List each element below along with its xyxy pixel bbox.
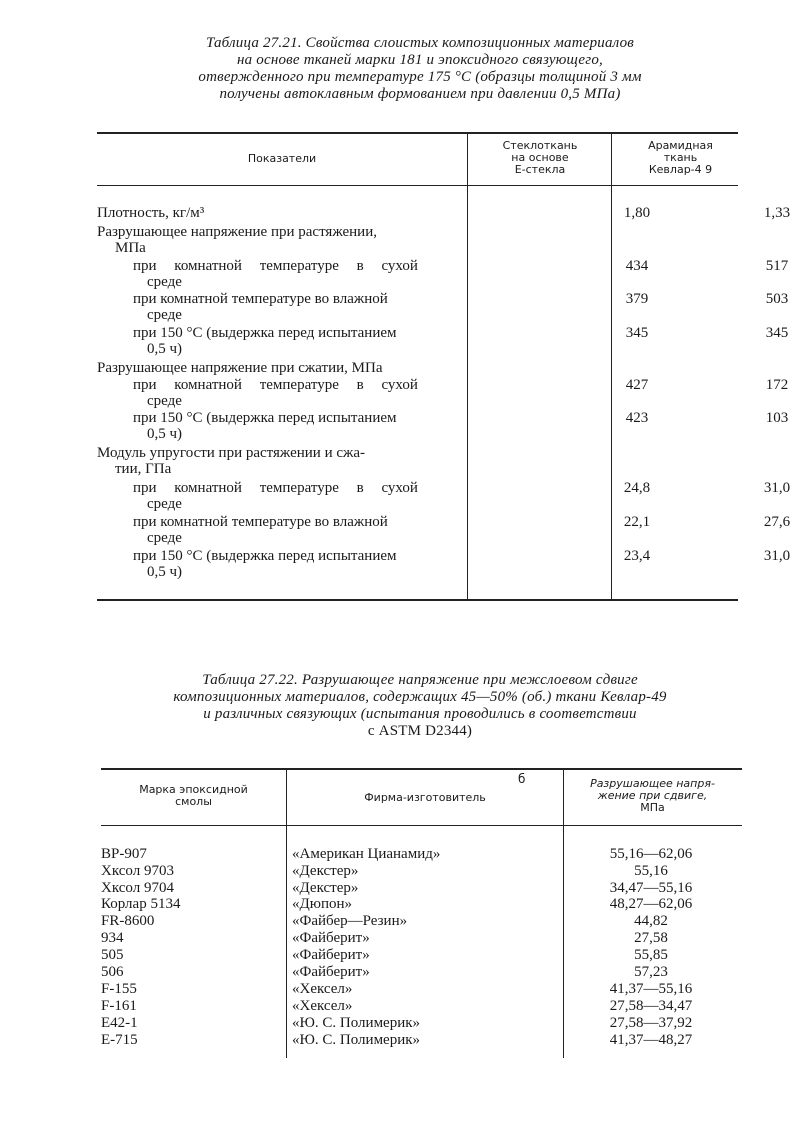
manufacturer: «Файберит» <box>292 930 370 946</box>
label-line: при комнатной температуре в сухой <box>133 258 418 274</box>
row-label <box>133 548 463 580</box>
row-label <box>97 360 463 376</box>
shear-strength: 48,27—62,06 <box>609 896 693 912</box>
shear-strength: 57,23 <box>634 964 668 980</box>
header-line: жение при сдвиге, <box>597 789 708 802</box>
value-glass: 345 <box>625 325 649 341</box>
table1-caption-line: получены автоклавным формованием при давлении 0,5 МПа) <box>219 86 621 102</box>
value-kevlar: 103 <box>765 410 789 426</box>
value-kevlar: 31,0 <box>763 548 791 564</box>
label-line: при 150 °С (выдержка перед испытанием <box>133 325 397 341</box>
table1-bottom-rule <box>97 599 738 601</box>
shear-strength: 27,58 <box>634 930 668 946</box>
table2-caption <box>100 672 740 740</box>
table2-header-col2 <box>288 792 562 804</box>
label-line: 0,5 ч) <box>147 564 183 580</box>
value-glass: 23,4 <box>623 548 651 564</box>
table2-row <box>101 981 741 997</box>
header-line: Фирма-изготовитель <box>364 791 486 804</box>
resin-name: 505 <box>101 947 124 963</box>
table2-row <box>101 998 741 1014</box>
value-glass: 24,8 <box>623 480 651 496</box>
manufacturer: «Декстер» <box>292 863 359 879</box>
manufacturer: «Хексел» <box>292 998 353 1014</box>
table1-header-col2 <box>613 140 748 176</box>
resin-name: E42-1 <box>101 1015 138 1031</box>
manufacturer: «Ю. С. Полимерик» <box>292 1032 421 1048</box>
shear-strength: 27,58—37,92 <box>609 1015 693 1031</box>
table2-row <box>101 964 741 980</box>
manufacturer: «Файберит» <box>292 947 370 963</box>
header-line: ткань <box>663 151 698 164</box>
table1-header-param: Показатели <box>247 152 317 165</box>
shear-strength: 34,47—55,16 <box>609 880 693 896</box>
row-label <box>133 377 463 409</box>
label-line: Плотность, кг/м³ <box>97 205 205 221</box>
manufacturer: «Американ Цианамид» <box>292 846 441 862</box>
header-line: Арамидная <box>648 139 713 152</box>
label-line: тии, ГПа <box>115 461 172 477</box>
table2-row <box>101 913 741 929</box>
table1-top-rule <box>97 132 738 134</box>
label-line: при комнатной температуре во влажной <box>133 291 388 307</box>
header-line: Стеклоткань <box>502 139 578 152</box>
value-glass: 423 <box>625 410 649 426</box>
label-line: при 150 °С (выдержка перед испытанием <box>133 410 397 426</box>
table2-row <box>101 1015 741 1031</box>
table2-caption-line: с ASTM D2344) <box>367 723 473 739</box>
label-line: среде <box>147 393 182 409</box>
table2-row <box>101 947 741 963</box>
label-line: 0,5 ч) <box>147 341 183 357</box>
table2-row <box>101 846 741 862</box>
table2-row <box>101 880 741 896</box>
value-kevlar: 31,0 <box>763 480 791 496</box>
value-glass: 427 <box>625 377 649 393</box>
header-line: Марка эпоксидной <box>139 783 248 796</box>
header-line: МПа <box>640 801 665 814</box>
table1-header-col1 <box>470 140 610 176</box>
table2-row <box>101 896 741 912</box>
header-line: смолы <box>175 795 212 808</box>
label-line: при 150 °С (выдержка перед испытанием <box>133 548 397 564</box>
label-line: среде <box>147 496 182 512</box>
table2-caption-line: и различных связующих (испытания проводились в соответствии <box>203 706 637 722</box>
manufacturer: «Дюпон» <box>292 896 352 912</box>
resin-name: FR-8600 <box>101 913 155 929</box>
resin-name: F-161 <box>101 998 137 1014</box>
table2-row <box>101 1032 741 1048</box>
table2-caption-line: композиционных материалов, содержащих 45—50% (об.) ткани Кевлар-49 <box>173 689 667 705</box>
resin-name: Корлар 5134 <box>101 896 181 912</box>
table1-header-rule <box>97 185 738 186</box>
label-line: Модуль упругости при растяжении и сжа- <box>97 445 366 461</box>
header-line: Разрушающее напря- <box>590 777 715 790</box>
row-label <box>133 480 463 512</box>
shear-strength: 41,37—48,27 <box>609 1032 693 1048</box>
value-kevlar: 503 <box>765 291 789 307</box>
row-label <box>133 291 463 323</box>
label-line: при комнатной температуре во влажной <box>133 514 388 530</box>
value-glass: 379 <box>625 291 649 307</box>
table1-caption-line: Таблица 27.21. Свойства слоистых композиционных материалов <box>205 35 635 51</box>
table1-caption-line: отвержденного при температуре 175 °С (образцы толщиной 3 мм <box>198 69 642 85</box>
label-line: среде <box>147 274 182 290</box>
manufacturer: «Файберит» <box>292 964 370 980</box>
manufacturer: «Декстер» <box>292 880 359 896</box>
resin-name: F-155 <box>101 981 137 997</box>
row-label <box>133 258 463 290</box>
label-line: МПа <box>115 240 146 256</box>
value-glass: 1,80 <box>623 205 651 221</box>
value-kevlar: 345 <box>765 325 789 341</box>
label-line: Разрушающее напряжение при растяжении, <box>97 224 377 240</box>
table2-caption-line: Таблица 27.22. Разрушающее напряжение при межслоевом сдвиге <box>202 672 638 688</box>
resin-name: ВР-907 <box>101 846 147 862</box>
resin-name: E-715 <box>101 1032 138 1048</box>
value-kevlar: 1,33 <box>763 205 791 221</box>
table1-caption-line: на основе тканей марки 181 и эпоксидного связующего, <box>236 52 603 68</box>
table2-header-col3 <box>565 778 740 814</box>
header-line: Е-стекла <box>514 163 566 176</box>
manufacturer: «Ю. С. Полимерик» <box>292 1015 421 1031</box>
value-kevlar: 172 <box>765 377 789 393</box>
table2-row <box>101 930 741 946</box>
header-line: Кевлар-4 9 <box>648 163 713 176</box>
row-label <box>97 445 463 477</box>
shear-strength: 55,16—62,06 <box>609 846 693 862</box>
stray-mark: б <box>518 772 526 786</box>
label-line: Разрушающее напряжение при сжатии, МПа <box>97 360 383 376</box>
table2-header-rule <box>101 825 742 826</box>
manufacturer: «Файбер—Резин» <box>292 913 408 929</box>
label-line: при комнатной температуре в сухой <box>133 377 418 393</box>
resin-name: 934 <box>101 930 124 946</box>
resin-name: Хксол 9703 <box>101 863 174 879</box>
table1-caption <box>110 35 730 103</box>
value-kevlar: 27,6 <box>763 514 791 530</box>
shear-strength: 41,37—55,16 <box>609 981 693 997</box>
label-line: при комнатной температуре в сухой <box>133 480 418 496</box>
header-line: на основе <box>511 151 569 164</box>
table2-row <box>101 863 741 879</box>
row-label <box>97 224 463 256</box>
row-label <box>133 410 463 442</box>
row-label <box>133 325 463 357</box>
row-label <box>133 514 463 546</box>
table1-col-divider <box>467 132 468 599</box>
shear-strength: 55,85 <box>634 947 668 963</box>
label-line: 0,5 ч) <box>147 426 183 442</box>
label-line: среде <box>147 307 182 323</box>
shear-strength: 27,58—34,47 <box>609 998 693 1014</box>
table2-header-col1 <box>101 784 286 808</box>
value-glass: 22,1 <box>623 514 651 530</box>
resin-name: Хксол 9704 <box>101 880 174 896</box>
resin-name: 506 <box>101 964 124 980</box>
label-line: среде <box>147 530 182 546</box>
row-label <box>97 205 463 221</box>
value-kevlar: 517 <box>765 258 789 274</box>
manufacturer: «Хексел» <box>292 981 353 997</box>
value-glass: 434 <box>625 258 649 274</box>
table2-top-rule <box>101 768 742 770</box>
shear-strength: 44,82 <box>634 913 668 929</box>
shear-strength: 55,16 <box>634 863 668 879</box>
